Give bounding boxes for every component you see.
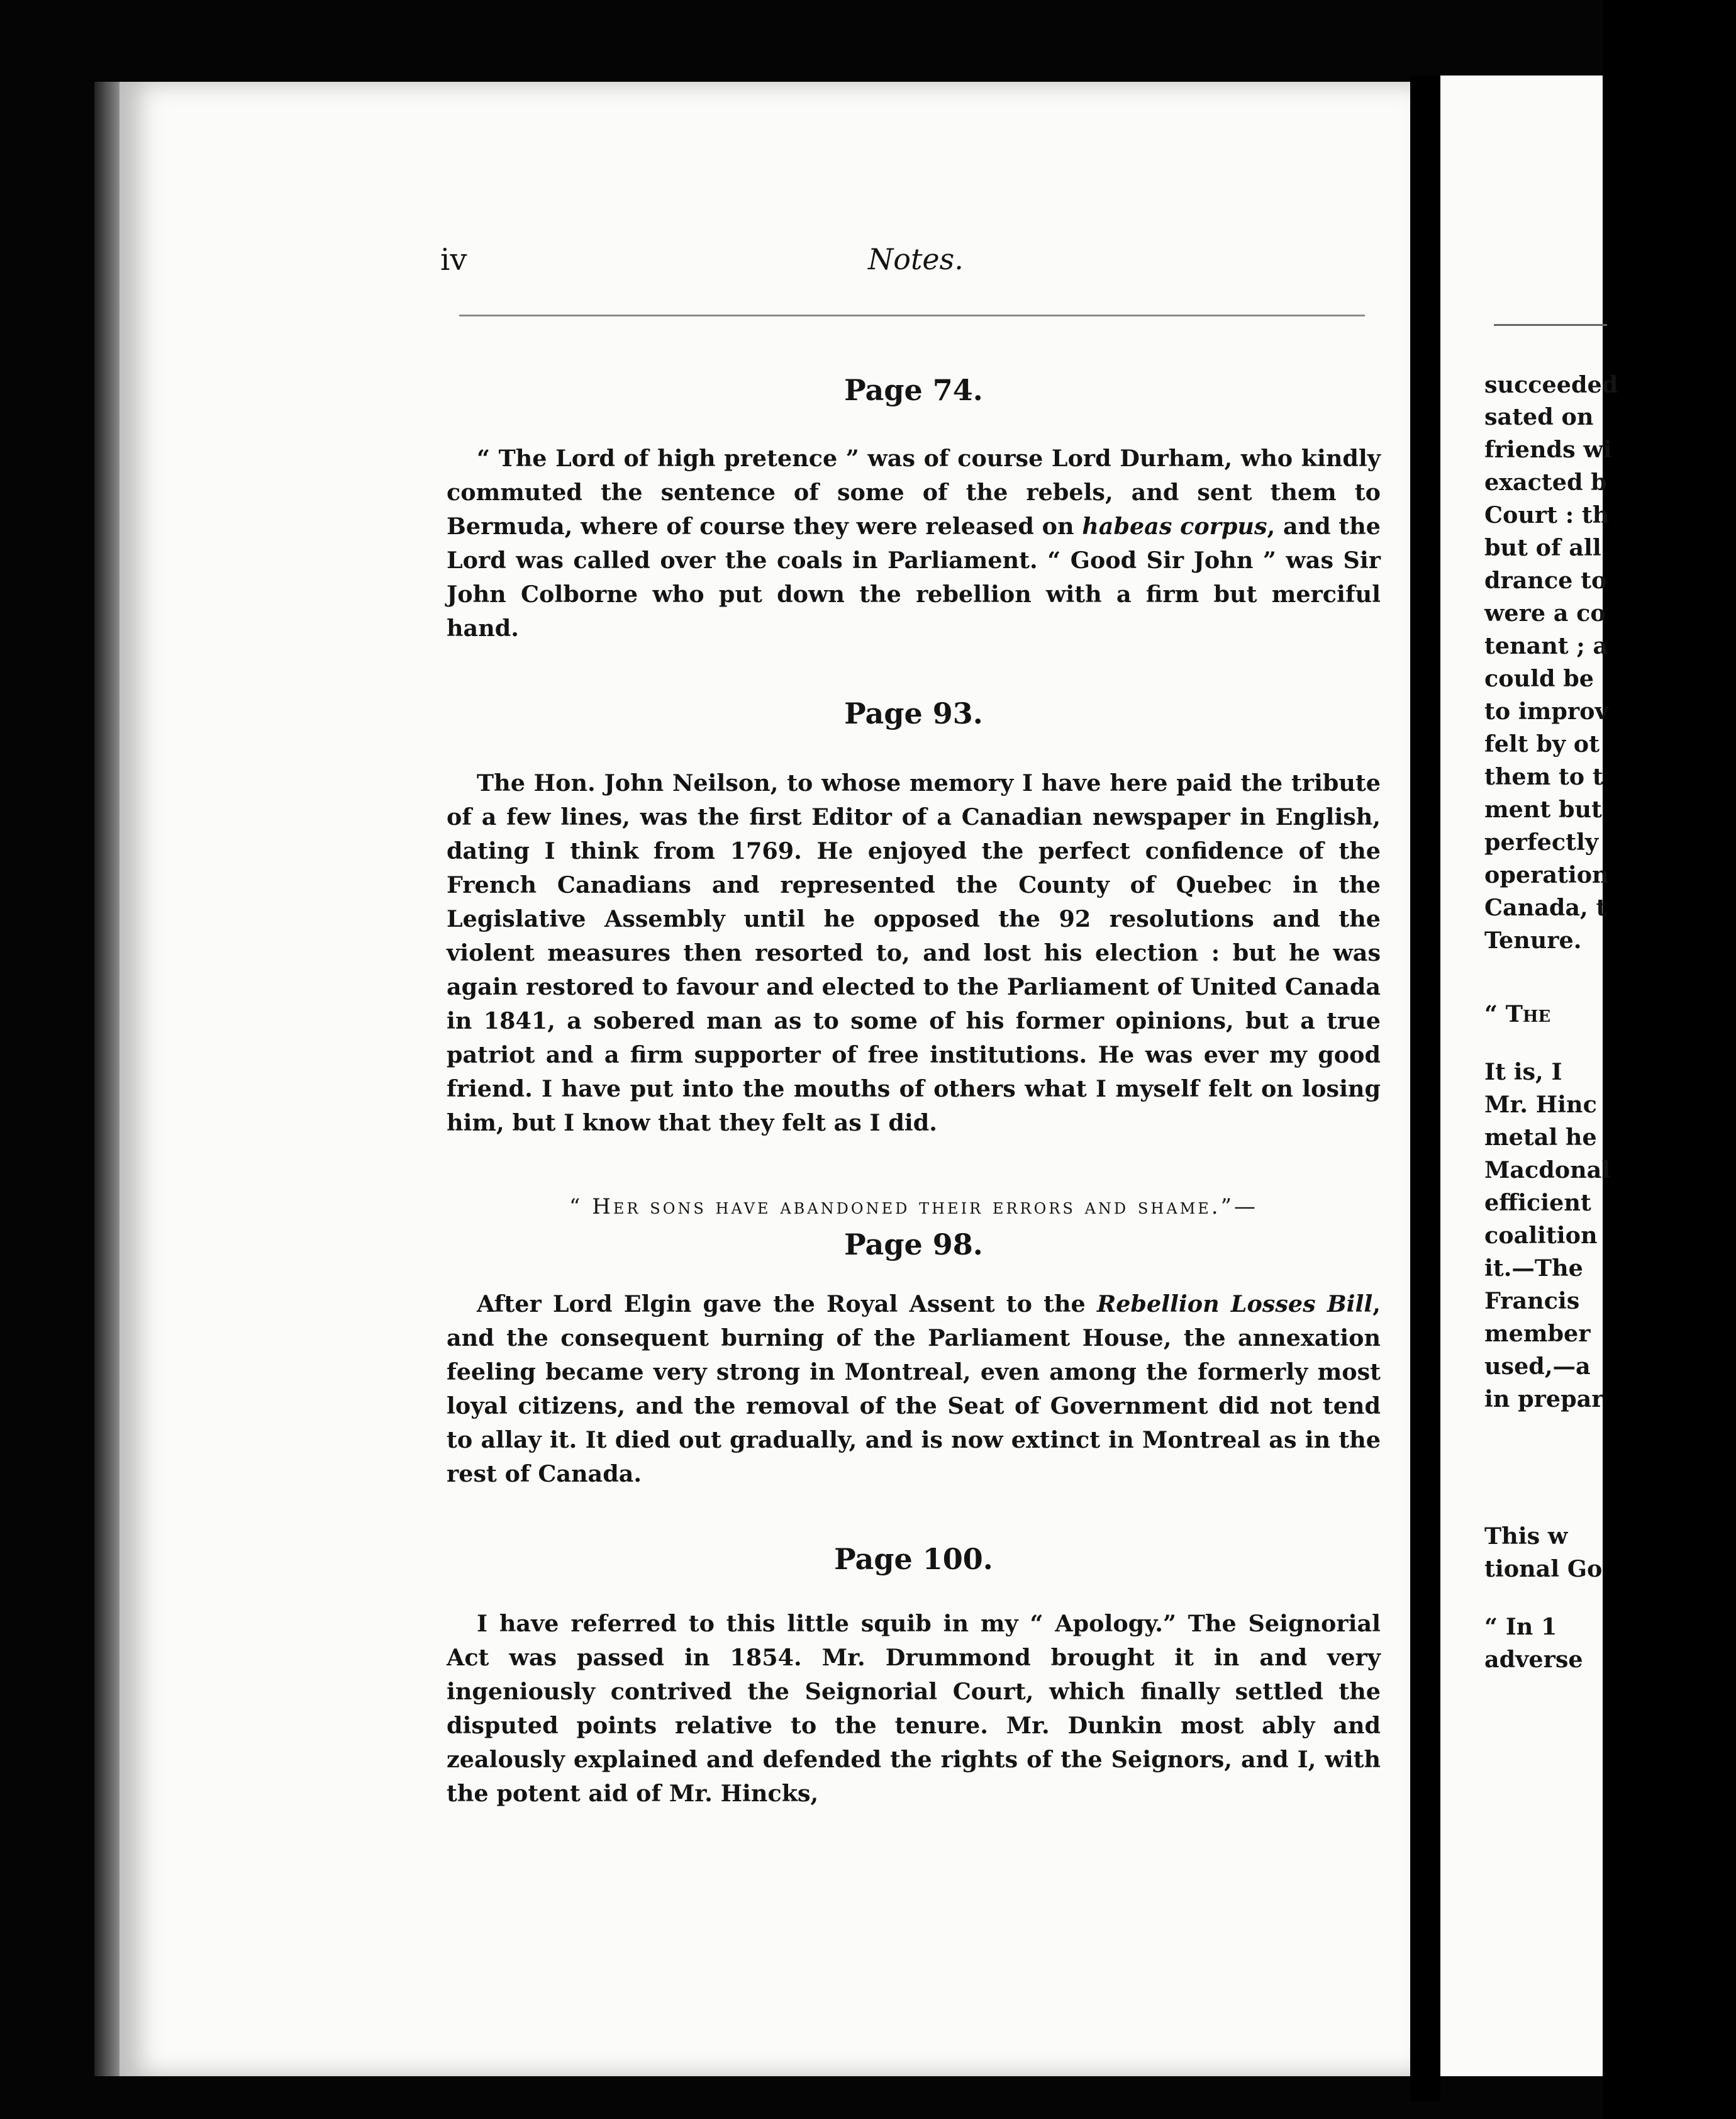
header-rule [459,315,1365,316]
section-heading-page-74: Page 74. [844,373,983,407]
note-text: where of course they were released on [581,513,1082,540]
running-head [440,242,1377,286]
right-page-line: tenant ; a [1484,632,1608,659]
right-page-line: drance to [1484,567,1607,594]
right-page-line: to improv [1484,698,1608,725]
right-page-line: Francis [1484,1287,1580,1314]
section-heading-page-100: Page 100. [834,1542,993,1576]
right-page [1440,75,1618,2076]
right-page-line: sated on [1484,403,1594,430]
note-italic-text: habeas corpus [1082,513,1267,540]
right-page-line: adverse [1484,1646,1583,1673]
right-header-rule [1494,324,1607,326]
note-text: , and the Lord was called [447,513,1381,574]
right-page-line: “ The [1484,1000,1551,1027]
right-page-line: succeeded [1484,371,1618,398]
right-page-line: tional Go [1484,1555,1603,1582]
right-page-line: It is, I [1484,1058,1562,1085]
right-page-line: were a co [1484,600,1606,627]
note-text: over the coals in Parliament. “ Good Sir John ” was Sir John Colborne [447,547,1381,608]
right-page-line: perfectly [1484,829,1599,856]
notes-body [447,371,1381,1811]
running-title: Notes. [868,242,964,276]
note-page-98 [447,1287,1381,1491]
note-page-93: The Hon. John Neilson, to whose memory I have here paid the tribute of a few lines, was the first Editor of a Canadian newspaper in English, dating I think from 1769. He enjoyed the perfect confidence of the French Canadians and represented the County of Quebec in the Legislative Assembly until he opposed the 92 resolutions and the violent measures then resorted to, and lost his election : but he was again restored to favour and elected to the Parliament of United Canada in 1841, a sobered man as to some of his former opinions, but a true patriot and a firm supporter of free institutions. He was ever my good friend. I have put into the mouths of others what I myself felt on losing him, but I know that they felt as I did. [447,769,1381,1136]
right-page-line: could be [1484,665,1594,692]
right-page-line: in prepar [1484,1385,1604,1412]
book-gutter [1410,75,1440,2101]
note-text: , and the consequent burning of the Parliament House, the annexation feeling became very strong in Montreal, even among the formerly most loyal citizens, and the removal of the Seat of Government did not tend to allay it. It died out gradually, and is now extinct in Montreal as in the rest of Canada. [447,1290,1381,1487]
right-page-line: This w [1484,1523,1568,1550]
right-page-line: Court : th [1484,501,1610,528]
note-page-100: I have referred to this little squib in my “ Apology.” The Seignorial Act was passed in 1854. Mr. Drummond brought it in and very ingeniously contrived the Seignorial Court, which finally settled the disputed points relative to the tenure. Mr. Dunkin most ably and zealously explained and defended the rights of the Seignors, and I, with the potent aid of Mr. Hincks, [447,1610,1381,1807]
right-page-line: efficient [1484,1189,1591,1216]
note-text: commuted the sentence of some of the rebels, and sent them to Bermuda, [447,479,1381,540]
page-number: iv [440,242,467,277]
right-page-line: felt by ot [1484,730,1600,758]
right-page-line: them to t [1484,763,1603,790]
right-page-line: Canada, t [1484,894,1607,921]
note-page-74 [447,442,1381,646]
note-text: “ The Lord of high pretence ” was of course Lord Durham, who kindly [477,445,1381,472]
right-page-line: metal he [1484,1124,1597,1151]
right-page-line: “ In 1 [1484,1613,1557,1640]
right-page-line: operation [1484,861,1609,888]
right-page-line: Mr. Hinc [1484,1091,1597,1118]
right-page-line: it.—The [1484,1255,1583,1282]
right-page-line: Macdonal [1484,1156,1611,1183]
right-page-line: used,—a [1484,1353,1591,1380]
right-page-line: ment but [1484,796,1602,823]
section-heading-page-98: Page 98. [844,1227,983,1261]
note-text: After Lord Elgin gave the Royal Assent to the [477,1290,1097,1317]
note-text: who put down the rebellion with a firm but merciful hand. [447,581,1381,642]
note-italic-text: Rebellion Losses Bill [1096,1290,1373,1317]
right-page-line: but of all [1484,534,1601,561]
right-page-line: member [1484,1320,1591,1347]
right-page-line: coalition [1484,1222,1598,1249]
right-page-line: exacted b [1484,469,1607,496]
section-heading-page-93: Page 93. [844,696,983,730]
quoted-verse: “ Her sons have abandoned their errors and shame.”— [569,1194,1258,1219]
right-page-line: friends wi [1484,436,1612,463]
right-page-line: Tenure. [1484,927,1582,954]
